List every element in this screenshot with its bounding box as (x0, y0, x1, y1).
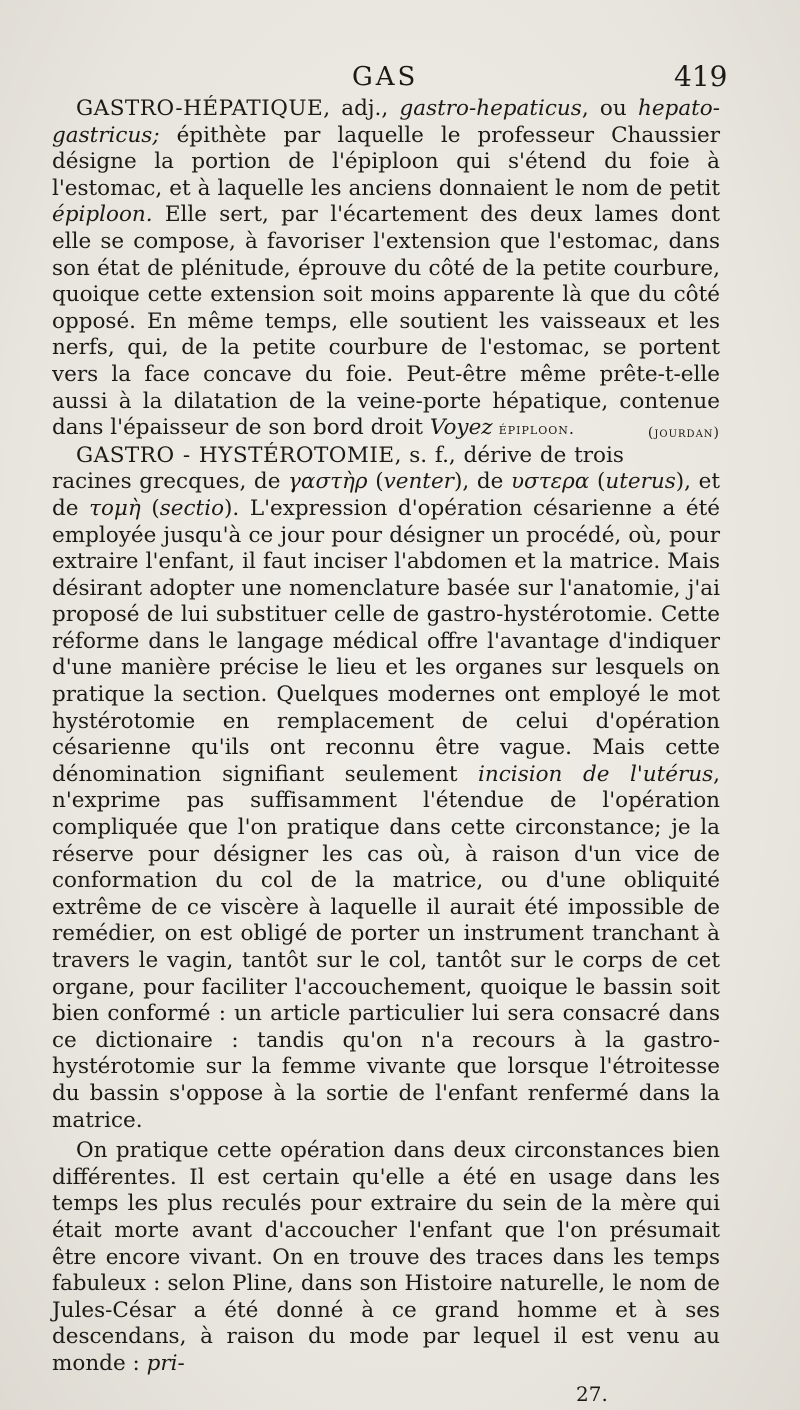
entry-text: ( (367, 469, 384, 495)
latin-term: hepato-gastricus; (52, 96, 720, 148)
body-text (52, 96, 720, 1378)
entry-text: , s. f., dérive de trois racines grecques, de (52, 442, 624, 495)
latin-term: gastro-hepaticus (399, 96, 582, 121)
entry-text: , adj., (323, 96, 400, 121)
greek-word: γαστὴρ (288, 469, 368, 495)
entry-text: Elle sert, par l'écartement des deux lames dont elle se compose, à favoriser l'extension que l'estomac, dans son état de plénitude, éprouve du côté de la petite courbure, quoique cette extension soit moins apparente là que du côté opposé. En même temps, elle soutient les vaisseaux et les nerfs, qui, de la petite courbure de l'estomac, se portent vers la face concave du foie. Peut-être même prête-t-elle aussi à la dilatation de la veine-porte hépatique, contenue dans l'épaisseur de son bord droit (52, 202, 720, 441)
italic-term: incision de l'utérus (478, 761, 714, 787)
running-title: GAS (352, 62, 419, 92)
entry-headword: GASTRO-HÉPATIQUE (76, 96, 324, 121)
greek-word: υστερα (510, 469, 590, 495)
entry-headword: GASTRO - HYSTÉROTOMIE (76, 442, 395, 468)
latin-term: uterus (605, 469, 676, 495)
paragraph-text: On pratique cette opération dans deux circonstances bien différentes. Il est certain qu'elle a été en usage dans les temps les plus reculés pour extraire du sein de la mère qui était morte avant d'accoucher l'enfant que l'on présumait être encore vivant. On en trouve des traces dans les temps fabuleux : selon Pline, dans son Histoire naturelle, le nom de Jules-César a été donné à ce grand homme et à ses descendans, à raison du mode par lequel il est venu au monde : (52, 1138, 720, 1376)
italic-term: épiploon. (52, 202, 153, 228)
latin-term: sectio (159, 495, 225, 521)
entry-text: ( (589, 469, 606, 495)
author-signature: (jourdan) (647, 425, 720, 442)
entry-text: ), et de (52, 469, 720, 521)
latin-term: venter (383, 469, 454, 495)
entry-gastro-hysterotomie (52, 443, 720, 1134)
entry-gastro-hepatique (52, 96, 720, 443)
printer-signature-mark: 27. (576, 1382, 608, 1406)
page-number: 419 (674, 60, 728, 93)
entry-text: ). L'expression d'opération césarienne a été employée jusqu'à ce jour pour désigner un procédé, où, pour extraire l'enfant, il faut inciser l'abdomen et la matrice. Mais désirant adopter une nomenclature basée sur l'anatomie, j'ai proposé de lui substituer celle de gastro-hystérotomie. Cette réforme dans le langage médical offre l'avantage d'indiquer d'une manière précise le lieu et les organes sur lesquels on pratique la section. Quelques modernes ont employé le mot hystérotomie en remplacement de celui d'opération césarienne qu'ils ont reconnu être vague. Mais cette dénomination signifiant seulement (52, 495, 720, 787)
entry-text: épithète par laquelle le professeur Chaussier désigne la portion de l'épiploon qui s'étend du foie à l'estomac, et à laquelle les anciens donnaient le nom de petit (52, 122, 720, 201)
entry-text: , ou (581, 96, 638, 121)
paragraph (52, 1138, 720, 1377)
cross-reference-label: Voyez (429, 415, 493, 441)
greek-word: τομὴ (89, 495, 141, 521)
italic-term: pri- (146, 1350, 185, 1376)
entry-text: ( (140, 495, 160, 521)
entry-text: , n'exprime pas suffisamment l'étendue de l'opération compliquée que l'on pratique dans cette circonstance; je la réserve pour désigner les cas où, à raison d'un vice de conformation du col de la matrice, ou d'une obliquité extrême de ce viscère à laquelle il aurait été impossible de remédier, on est obligé de porter un instrument tranchant à travers le vagin, tantôt sur le col, tantôt sur le corps de cet organe, pour faciliter l'accouchement, quoique le bassin soit bien conformé : un article particulier lui sera consacré dans ce dictionaire : tandis qu'on n'a recours à la gastro-hystérotomie sur la femme vivante que lorsque l'étroitesse du bassin s'oppose à la sortie de l'enfant renfermé dans la matrice. (52, 761, 720, 1133)
cross-reference-target: épiploon. (492, 419, 575, 439)
entry-text: ), de (453, 469, 511, 495)
